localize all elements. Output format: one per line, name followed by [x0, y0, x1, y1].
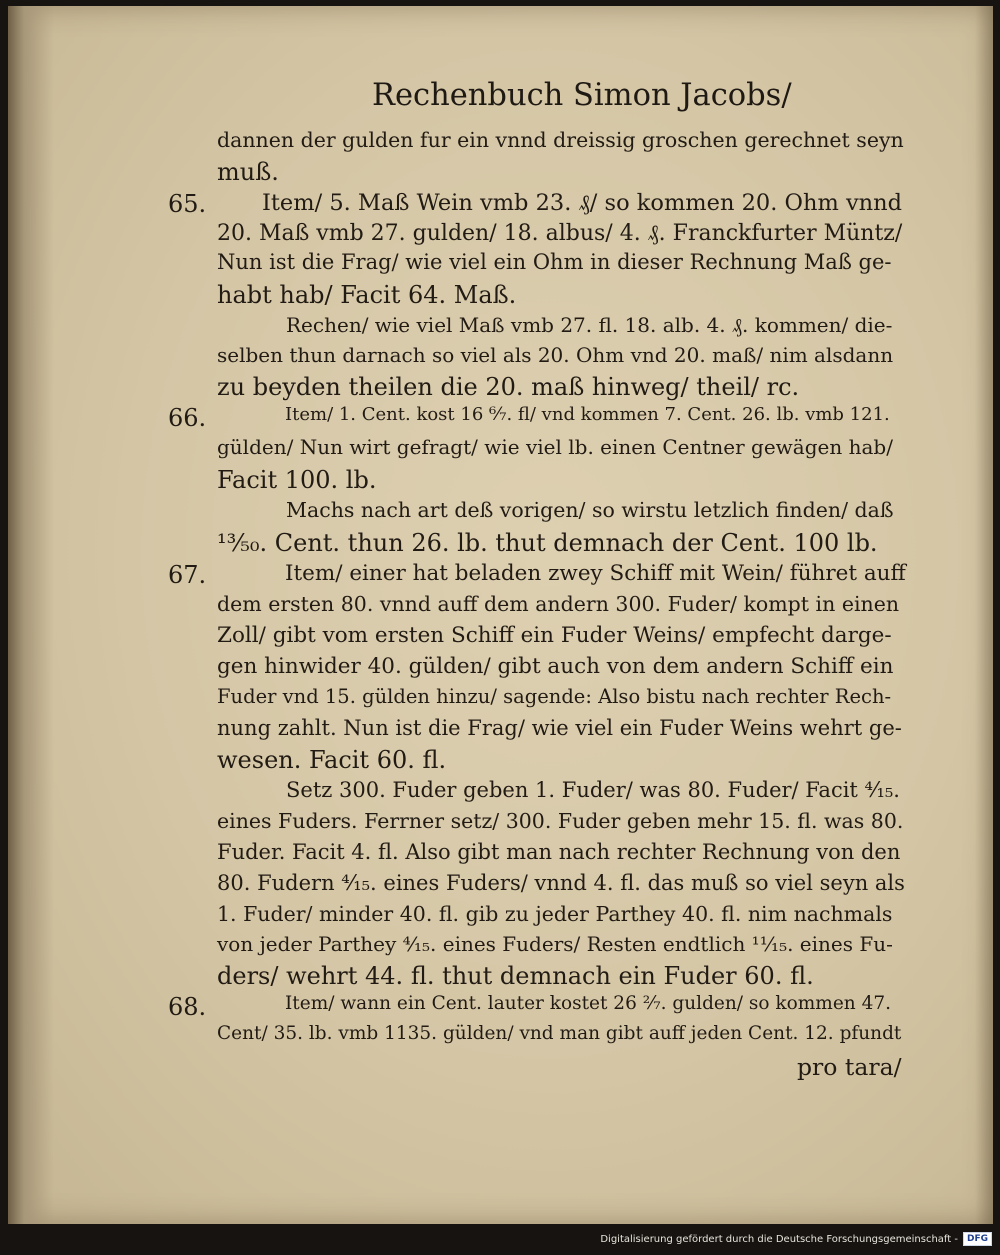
text-line: Machs nach art deß vorigen/ so wirstu letzlich finden/ daß	[286, 498, 894, 522]
text-line: Item/ 5. Maß Wein vmb 23. ₰/ so kommen 20. Ohm vnnd	[262, 190, 903, 216]
text-line: 20. Maß vmb 27. gulden/ 18. albus/ 4. ₰. Franckfurter Müntz/	[217, 221, 903, 246]
text-line: Rechen/ wie viel Maß vmb 27. fl. 18. alb. 4. ₰. kommen/ die-	[286, 313, 893, 337]
footer-text: Digitalisierung gefördert durch die Deutsche Forschungsgemeinschaft -	[600, 1233, 958, 1245]
text-line: wesen. Facit 60. fl.	[217, 746, 447, 774]
text-line: gen hinwider 40. gülden/ gibt auch von dem andern Schiff ein	[217, 654, 894, 679]
problem-number: 67.	[168, 561, 207, 589]
page-edge	[975, 6, 993, 1224]
text-line: Fuder. Facit 4. fl. Also gibt man nach rechter Rechnung von den	[217, 840, 901, 864]
text-line: nung zahlt. Nun ist die Frag/ wie viel ein Fuder Weins wehrt ge-	[217, 716, 902, 740]
text-line: 80. Fudern ⁴⁄₁₅. eines Fuders/ vnnd 4. fl. das muß so viel seyn als	[217, 871, 905, 895]
text-line: ders/ wehrt 44. fl. thut demnach ein Fuder 60. fl.	[217, 962, 814, 990]
problem-number: 65.	[168, 190, 207, 218]
text-line: Cent/ 35. lb. vmb 1135. gülden/ vnd man gibt auff jeden Cent. 12. pfundt	[217, 1023, 902, 1044]
text-line: Item/ einer hat beladen zwey Schiff mit Wein/ führet auff	[285, 561, 906, 586]
text-line: Facit 100. lb.	[217, 466, 377, 494]
text-line: Fuder vnd 15. gülden hinzu/ sagende: Also bistu nach rechter Rech-	[217, 685, 892, 708]
text-line: muß.	[217, 158, 279, 186]
text-line: dem ersten 80. vnnd auff dem andern 300. Fuder/ kompt in einen	[217, 592, 900, 616]
catchword: pro tara/	[797, 1053, 902, 1081]
text-line: Nun ist die Frag/ wie viel ein Ohm in dieser Rechnung Maß ge-	[217, 250, 892, 274]
problem-number: 68.	[168, 993, 207, 1021]
page-spine-shadow	[8, 6, 54, 1224]
text-line: Item/ 1. Cent. kost 16 ⁶⁄₇. fl/ vnd kommen 7. Cent. 26. lb. vmb 121.	[285, 404, 890, 425]
problem-number: 66.	[168, 404, 207, 432]
text-line: ¹³⁄₅₀. Cent. thun 26. lb. thut demnach der Cent. 100 lb.	[217, 529, 878, 557]
text-line: Zoll/ gibt vom ersten Schiff ein Fuder Weins/ empfecht darge-	[217, 623, 892, 648]
text-line: von jeder Parthey ⁴⁄₁₅. eines Fuders/ Resten endtlich ¹¹⁄₁₅. eines Fu-	[217, 932, 893, 956]
dfg-logo-icon: DFG	[963, 1232, 992, 1246]
text-line: Setz 300. Fuder geben 1. Fuder/ was 80. Fuder/ Facit ⁴⁄₁₅.	[286, 778, 900, 802]
text-line: zu beyden theilen die 20. maß hinweg/ theil/ rc.	[217, 373, 800, 401]
text-line: habt hab/ Facit 64. Maß.	[217, 281, 517, 309]
text-line: gülden/ Nun wirt gefragt/ wie viel lb. einen Centner gewägen hab/	[217, 435, 893, 459]
footer-credit	[600, 1229, 992, 1249]
text-line: 1. Fuder/ minder 40. fl. gib zu jeder Parthey 40. fl. nim nachmals	[217, 902, 893, 926]
running-title: Rechenbuch Simon Jacobs/	[372, 78, 792, 113]
text-line: eines Fuders. Ferrner setz/ 300. Fuder geben mehr 15. fl. was 80.	[217, 809, 904, 833]
text-line: Item/ wann ein Cent. lauter kostet 26 ²⁄₇. gulden/ so kommen 47.	[285, 993, 892, 1014]
text-line: dannen der gulden fur ein vnnd dreissig groschen gerechnet seyn	[217, 128, 904, 152]
text-line: selben thun darnach so viel als 20. Ohm vnd 20. maß/ nim alsdann	[217, 343, 894, 367]
